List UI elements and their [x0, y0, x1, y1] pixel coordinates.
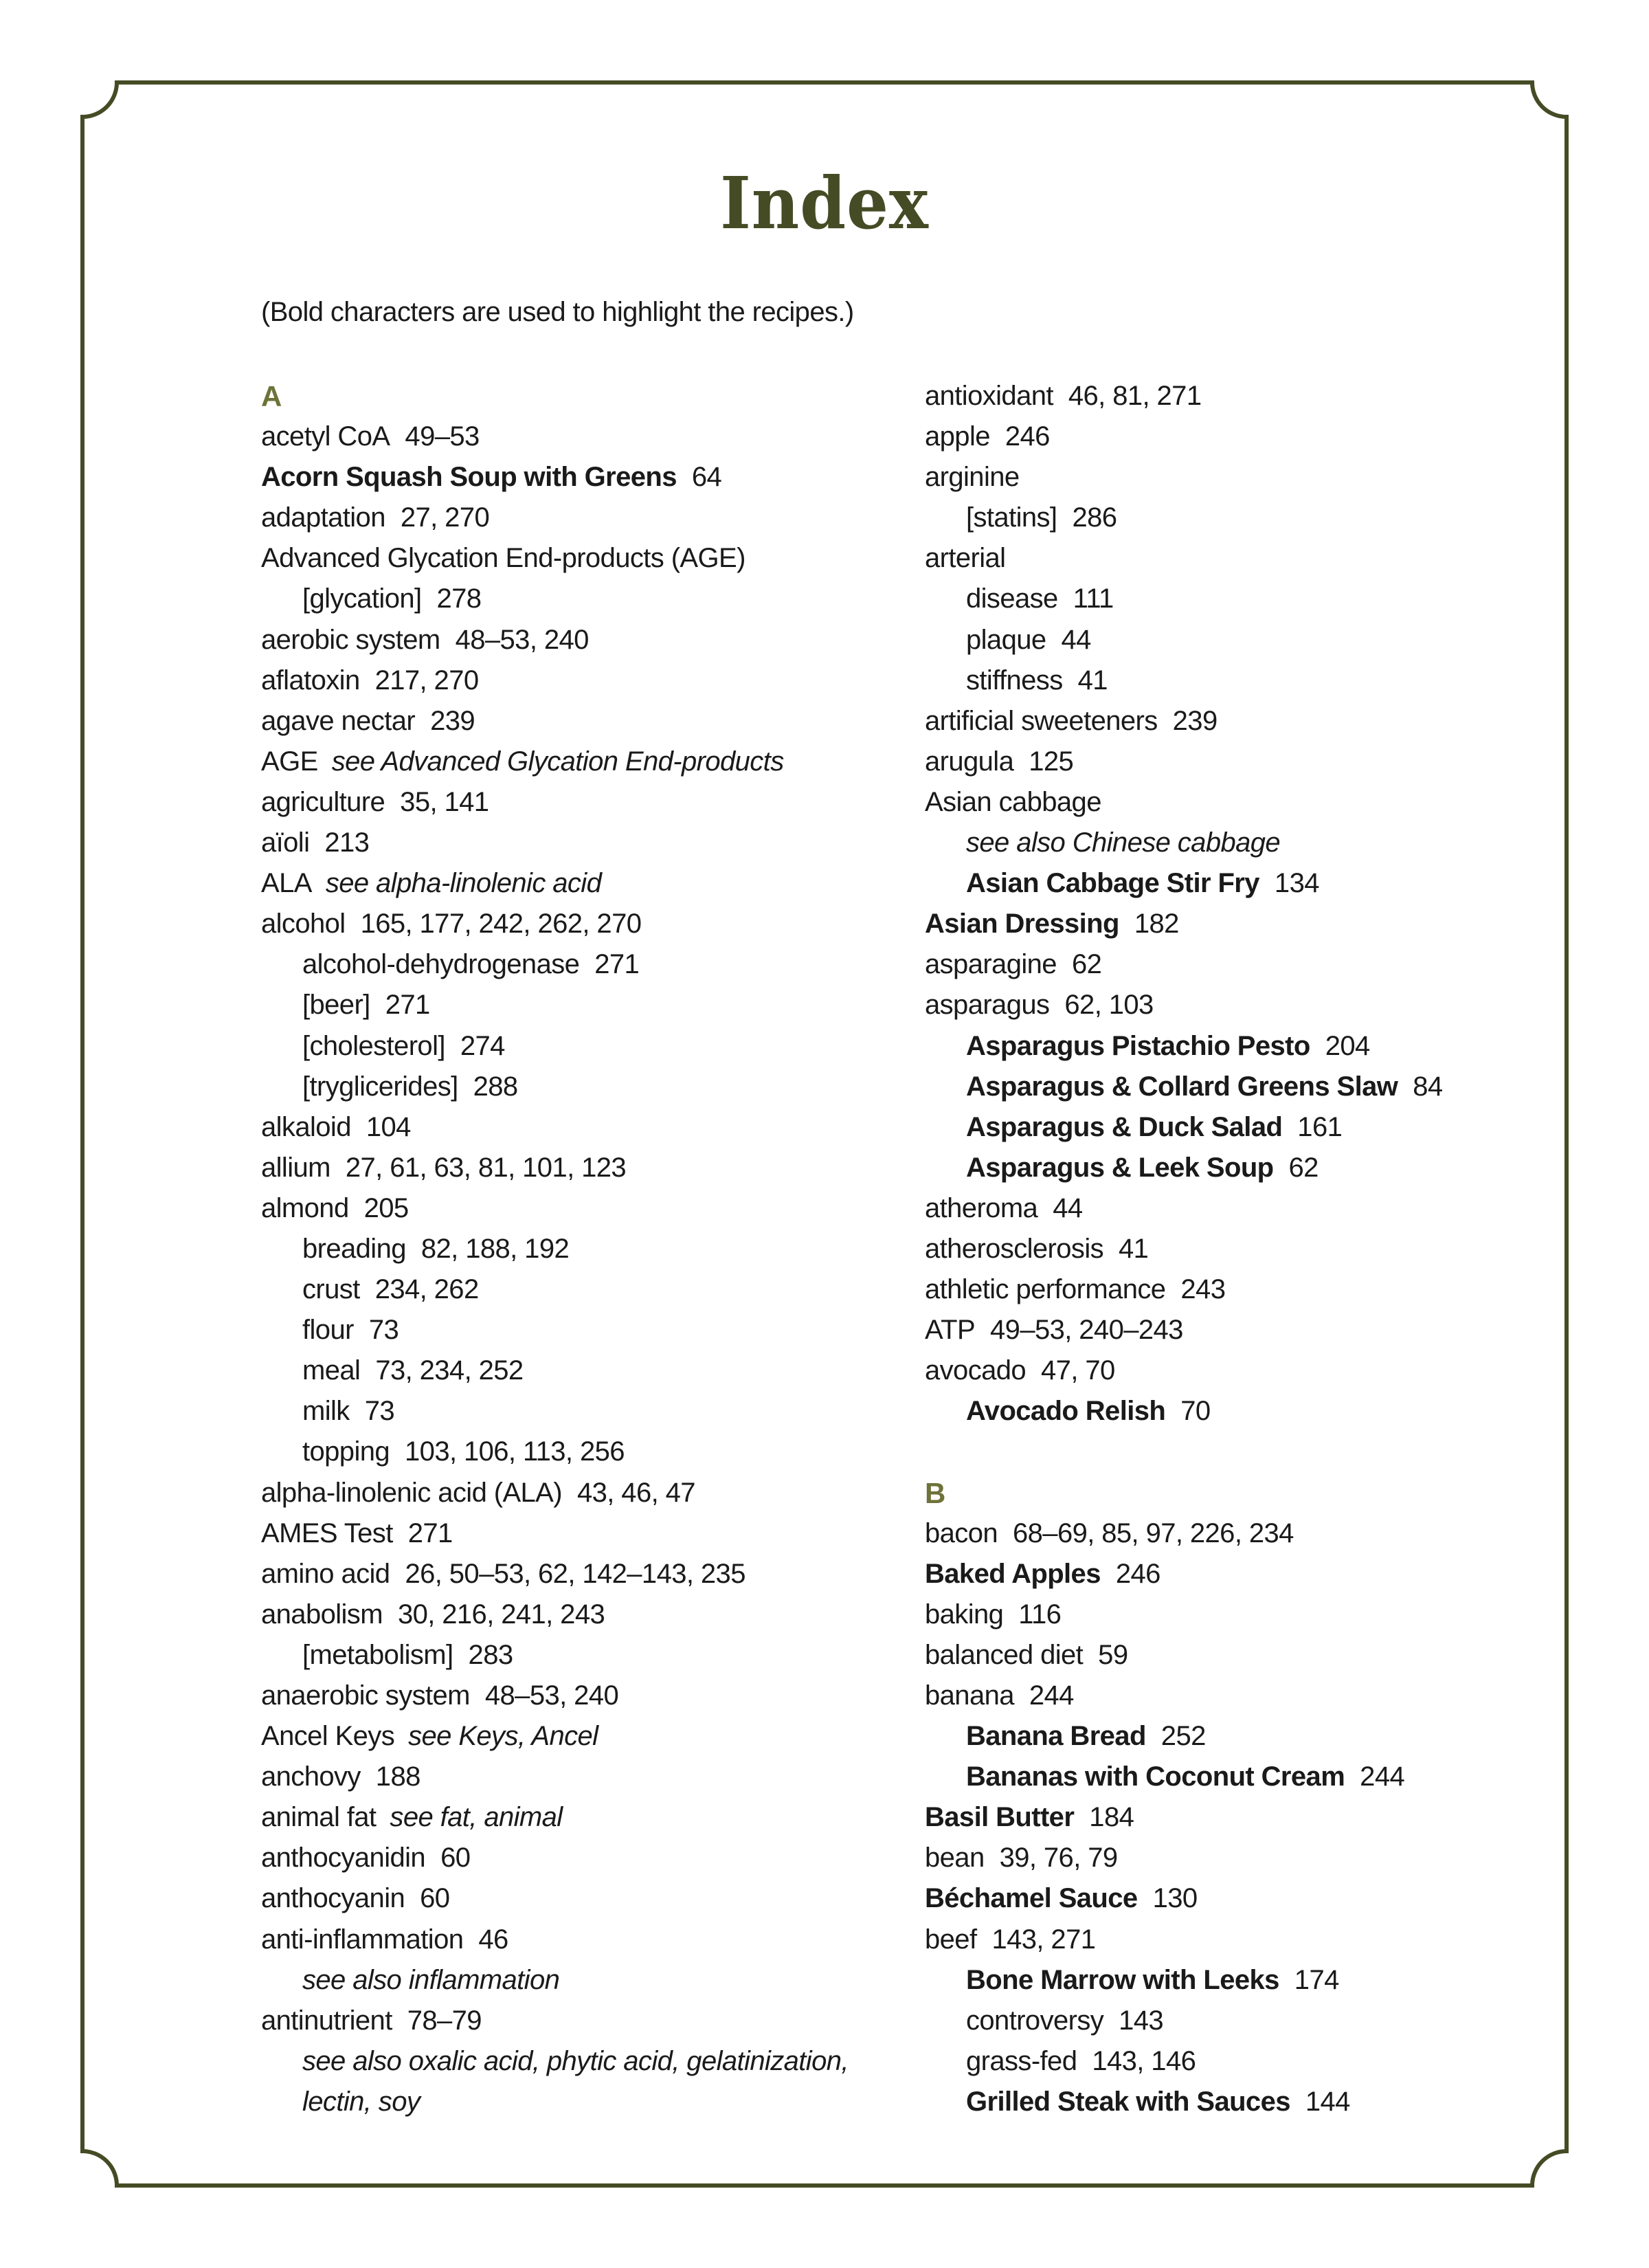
entry-term: arginine: [925, 462, 1020, 493]
entry-pages: 73: [368, 1315, 399, 1346]
entry-term: anchovy: [261, 1761, 361, 1792]
entry-term: Banana Bread: [966, 1721, 1146, 1752]
entry-term: [cholesterol]: [302, 1030, 445, 1061]
entry-pages: 286: [1072, 502, 1117, 533]
index-entry: [925, 620, 1571, 660]
index-entry: [261, 1716, 907, 1757]
index-entry: [261, 1229, 907, 1269]
recipe-entry: [925, 1026, 1571, 1067]
entry-term: Asparagus & Leek Soup: [966, 1152, 1274, 1183]
entry-term: Ancel Keys: [261, 1721, 395, 1752]
entry-term: AGE: [261, 746, 318, 777]
entry-term: anaerobic system: [261, 1680, 470, 1711]
entry-pages: 103, 106, 113, 256: [405, 1436, 625, 1467]
index-entry: [261, 1391, 907, 1432]
entry-term: AMES Test: [261, 1517, 393, 1548]
index-entry: [925, 1676, 1571, 1716]
index-entry: [261, 538, 907, 579]
index-entry: [925, 1229, 1571, 1269]
entry-term: [tryglicerides]: [302, 1071, 458, 1102]
entry-pages: 49–53: [405, 421, 480, 452]
index-entry: [261, 1432, 907, 1472]
entry-term: agriculture: [261, 786, 385, 817]
entry-pages: 182: [1134, 909, 1179, 940]
index-entry: [261, 1269, 907, 1310]
recipe-entry: [925, 904, 1571, 944]
entry-pages: 244: [1029, 1680, 1074, 1711]
entry-term: meal: [302, 1355, 361, 1386]
entry-pages: 48–53, 240: [484, 1680, 619, 1711]
index-entry: [925, 1920, 1571, 1960]
index-column-right: [925, 376, 1571, 2122]
entry-term: anthocyanin: [261, 1883, 405, 1914]
entry-term: aerobic system: [261, 624, 440, 655]
entry-term: agave nectar: [261, 705, 416, 736]
entry-term: apple: [925, 421, 990, 452]
index-entry: [925, 1188, 1571, 1229]
entry-pages: 62: [1288, 1152, 1319, 1183]
index-column-left: [261, 376, 907, 2122]
recipe-entry: [925, 1107, 1571, 1148]
index-entry: [925, 782, 1571, 823]
entry-term: atherosclerosis: [925, 1233, 1104, 1264]
entry-pages: 111: [1073, 583, 1114, 614]
entry-term: Asparagus Pistachio Pesto: [966, 1030, 1310, 1061]
section-letter: [925, 1473, 1571, 1513]
index-entry: [261, 1676, 907, 1716]
entry-pages: 271: [594, 949, 640, 980]
index-entry: [261, 498, 907, 538]
index-entry: [261, 904, 907, 944]
entry-pages: 143: [1119, 2005, 1164, 2036]
entry-pages: 43, 46, 47: [576, 1477, 695, 1508]
index-entry: [261, 742, 907, 782]
entry-pages: 27, 270: [400, 502, 490, 533]
index-entry: [925, 1838, 1571, 1878]
entry-pages: 78–79: [407, 2005, 482, 2036]
recipe-entry: [925, 1797, 1571, 1838]
index-entry: [261, 2001, 907, 2041]
index-entry: [261, 823, 907, 863]
entry-term: anti-inflammation: [261, 1924, 464, 1955]
entry-term: ATP: [925, 1315, 976, 1346]
entry-pages: 27, 61, 63, 81, 101, 123: [345, 1152, 627, 1183]
entry-term: adaptation: [261, 502, 385, 533]
entry-cross-reference: see alpha-linolenic acid: [325, 868, 602, 899]
entry-term: beef: [925, 1924, 977, 1955]
entry-term: alkaloid: [261, 1111, 351, 1142]
entry-pages: 73: [364, 1396, 394, 1427]
entry-term: alcohol-dehydrogenase: [302, 949, 580, 980]
entry-term: Bone Marrow with Leeks: [966, 1964, 1279, 1995]
entry-pages: 47, 70: [1041, 1355, 1115, 1386]
index-entry: [925, 416, 1571, 457]
index-entry: [261, 416, 907, 457]
entry-pages: 271: [407, 1517, 453, 1548]
index-entry: [925, 823, 1571, 863]
entry-pages: 217, 270: [374, 665, 479, 696]
section-letter: [261, 376, 907, 416]
entry-term: anthocyanidin: [261, 1843, 426, 1874]
index-entry: [261, 660, 907, 701]
index-entry: [261, 1350, 907, 1391]
entry-term: [statins]: [966, 502, 1057, 533]
entry-pages: 239: [430, 705, 475, 736]
index-entry: [925, 1635, 1571, 1676]
entry-pages: 271: [385, 990, 430, 1021]
index-entry: [261, 1067, 907, 1107]
entry-term: Basil Butter: [925, 1802, 1075, 1833]
index-entry: [261, 2082, 907, 2122]
recipe-entry: [925, 1554, 1571, 1594]
entry-pages: 26, 50–53, 62, 142–143, 235: [405, 1558, 745, 1589]
index-entry: [925, 579, 1571, 619]
entry-pages: 44: [1053, 1192, 1083, 1223]
entry-term: Asian cabbage: [925, 786, 1101, 817]
entry-term: grass-fed: [966, 2045, 1077, 2076]
entry-term: bacon: [925, 1517, 998, 1548]
entry-term: anabolism: [261, 1599, 383, 1630]
index-entry: [261, 1554, 907, 1594]
entry-term: animal fat: [261, 1802, 377, 1833]
index-entry: [925, 1350, 1571, 1391]
entry-pages: 62, 103: [1064, 990, 1154, 1021]
entry-pages: 64: [691, 462, 722, 493]
index-entry: [261, 579, 907, 619]
entry-term: crust: [302, 1274, 360, 1305]
entry-pages: 60: [440, 1843, 471, 1874]
entry-cross-reference: see fat, animal: [390, 1802, 563, 1833]
index-entry: [261, 1797, 907, 1838]
entry-pages: 46: [478, 1924, 508, 1955]
entry-term: aïoli: [261, 827, 310, 858]
entry-pages: 116: [1018, 1599, 1062, 1630]
entry-pages: 60: [420, 1883, 450, 1914]
entry-pages: 184: [1089, 1802, 1134, 1833]
section-letter-text: B: [925, 1476, 945, 1509]
index-entry: [261, 1107, 907, 1148]
index-entry: [261, 1026, 907, 1067]
recipe-entry: [925, 1391, 1571, 1432]
index-entry: [261, 1757, 907, 1797]
recipe-entry: [925, 1878, 1571, 1919]
entry-term: lectin, soy: [302, 2086, 420, 2117]
entry-term: flour: [302, 1315, 354, 1346]
index-entry: [261, 1920, 907, 1960]
entry-term: breading: [302, 1233, 406, 1264]
entry-term: Asparagus & Collard Greens Slaw: [966, 1071, 1398, 1102]
recipe-entry: [925, 1148, 1571, 1188]
entry-pages: 134: [1274, 868, 1319, 899]
entry-pages: 246: [1005, 421, 1050, 452]
entry-pages: 46, 81, 271: [1068, 381, 1202, 411]
entry-term: topping: [302, 1436, 390, 1467]
entry-term: disease: [966, 583, 1058, 614]
entry-pages: 130: [1152, 1883, 1198, 1914]
entry-term: Bananas with Coconut Cream: [966, 1761, 1345, 1792]
page-title: Index: [720, 161, 929, 245]
entry-term: acetyl CoA: [261, 421, 390, 452]
entry-pages: 252: [1160, 1721, 1206, 1752]
entry-term: arugula: [925, 746, 1014, 777]
recipe-entry: [925, 1716, 1571, 1757]
entry-term: banana: [925, 1680, 1014, 1711]
index-entry: [261, 1838, 907, 1878]
entry-pages: 161: [1297, 1111, 1343, 1142]
entry-term: antioxidant: [925, 381, 1053, 411]
entry-term: Grilled Steak with Sauces: [966, 2086, 1290, 2117]
entry-pages: 41: [1077, 665, 1108, 696]
entry-pages: 30, 216, 241, 243: [397, 1599, 605, 1630]
index-entry: [925, 985, 1571, 1025]
entry-pages: 84: [1413, 1071, 1443, 1102]
entry-term: Asian Cabbage Stir Fry: [966, 868, 1259, 899]
entry-pages: 68–69, 85, 97, 226, 234: [1013, 1517, 1294, 1548]
recipe-entry: [925, 1757, 1571, 1797]
entry-term: antinutrient: [261, 2005, 392, 2036]
index-entry: [261, 1878, 907, 1919]
index-entry: [925, 1513, 1571, 1554]
index-entry: [925, 701, 1571, 742]
entry-term: see also oxalic acid, phytic acid, gelatinization,: [302, 2045, 849, 2076]
index-entry: [925, 457, 1571, 498]
entry-term: bean: [925, 1843, 985, 1874]
section-letter-text: A: [261, 380, 282, 412]
index-entry: [261, 863, 907, 904]
entry-term: avocado: [925, 1355, 1027, 1386]
index-entry: [925, 742, 1571, 782]
entry-term: [beer]: [302, 990, 370, 1021]
section-spacer: [925, 1432, 1571, 1472]
entry-term: balanced diet: [925, 1639, 1084, 1670]
entry-pages: 213: [324, 827, 370, 858]
entry-term: arterial: [925, 543, 1006, 574]
entry-pages: 41: [1119, 1233, 1149, 1264]
entry-term: Baked Apples: [925, 1558, 1101, 1589]
entry-term: Asparagus & Duck Salad: [966, 1111, 1283, 1142]
recipe-entry: [261, 457, 907, 498]
entry-term: athletic performance: [925, 1274, 1166, 1305]
entry-pages: 143, 271: [991, 1924, 1096, 1955]
entry-pages: 234, 262: [374, 1274, 479, 1305]
index-entry: [261, 1594, 907, 1635]
entry-pages: 49–53, 240–243: [990, 1315, 1183, 1346]
index-entry: [261, 1960, 907, 2001]
entry-term: Asian Dressing: [925, 909, 1119, 940]
entry-pages: 204: [1325, 1030, 1370, 1061]
entry-term: see also inflammation: [302, 1964, 560, 1995]
index-entry: [925, 660, 1571, 701]
entry-term: see also Chinese cabbage: [966, 827, 1281, 858]
entry-term: controversy: [966, 2005, 1104, 2036]
entry-pages: 144: [1305, 2086, 1350, 2117]
entry-pages: 243: [1180, 1274, 1226, 1305]
entry-pages: 143, 146: [1092, 2045, 1196, 2076]
recipe-entry: [925, 2082, 1571, 2122]
index-entry: [925, 1594, 1571, 1635]
entry-pages: 48–53, 240: [455, 624, 589, 655]
entry-pages: 104: [366, 1111, 411, 1142]
entry-term: Acorn Squash Soup with Greens: [261, 462, 677, 493]
entry-pages: 205: [363, 1192, 409, 1223]
entry-pages: 62: [1071, 949, 1102, 980]
entry-term: aflatoxin: [261, 665, 360, 696]
entry-pages: 274: [460, 1030, 505, 1061]
entry-term: [metabolism]: [302, 1639, 453, 1670]
entry-term: amino acid: [261, 1558, 390, 1589]
entry-pages: 188: [375, 1761, 420, 1792]
index-entry: [925, 1310, 1571, 1350]
index-entry: [261, 782, 907, 823]
entry-pages: 35, 141: [400, 786, 489, 817]
recipe-entry: [925, 863, 1571, 904]
index-entry: [261, 1148, 907, 1188]
index-entry: [261, 1188, 907, 1229]
index-entry: [261, 1473, 907, 1513]
entry-pages: 283: [468, 1639, 513, 1670]
index-note: (Bold characters are used to highlight the recipes.): [261, 297, 854, 327]
index-entry: [261, 1513, 907, 1554]
entry-pages: 288: [473, 1071, 518, 1102]
entry-pages: 125: [1029, 746, 1074, 777]
entry-term: Béchamel Sauce: [925, 1883, 1138, 1914]
entry-term: stiffness: [966, 665, 1063, 696]
entry-pages: 73, 234, 252: [375, 1355, 524, 1386]
entry-pages: 246: [1115, 1558, 1160, 1589]
entry-pages: 165, 177, 242, 262, 270: [360, 909, 642, 940]
entry-term: Avocado Relish: [966, 1396, 1166, 1427]
index-entry: [261, 2041, 907, 2082]
index-entry: [925, 1269, 1571, 1310]
entry-cross-reference: see Keys, Ancel: [408, 1721, 598, 1752]
entry-term: almond: [261, 1192, 349, 1223]
entry-pages: 44: [1061, 624, 1091, 655]
index-entry: [925, 376, 1571, 416]
index-entry: [261, 701, 907, 742]
entry-term: artificial sweeteners: [925, 705, 1158, 736]
index-entry: [925, 498, 1571, 538]
index-entry: [925, 2001, 1571, 2041]
entry-pages: 239: [1172, 705, 1218, 736]
entry-pages: 59: [1098, 1639, 1128, 1670]
entry-pages: 244: [1360, 1761, 1405, 1792]
entry-term: asparagine: [925, 949, 1057, 980]
entry-cross-reference: see Advanced Glycation End-products: [331, 746, 784, 777]
index-entry: [925, 2041, 1571, 2082]
index-entry: [261, 1635, 907, 1676]
recipe-entry: [925, 1067, 1571, 1107]
index-entry: [261, 620, 907, 660]
entry-term: ALA: [261, 868, 312, 899]
entry-pages: 278: [436, 583, 482, 614]
index-entry: [261, 944, 907, 985]
entry-pages: 70: [1180, 1396, 1211, 1427]
index-entry: [925, 944, 1571, 985]
index-entry: [261, 1310, 907, 1350]
entry-pages: 82, 188, 192: [420, 1233, 570, 1264]
entry-term: milk: [302, 1396, 350, 1427]
index-entry: [925, 538, 1571, 579]
entry-term: allium: [261, 1152, 330, 1183]
entry-term: Advanced Glycation End-products (AGE): [261, 543, 745, 574]
recipe-entry: [925, 1960, 1571, 2001]
entry-pages: 174: [1294, 1964, 1339, 1995]
entry-term: asparagus: [925, 990, 1050, 1021]
entry-term: baking: [925, 1599, 1004, 1630]
entry-term: alcohol: [261, 909, 346, 940]
entry-term: atheroma: [925, 1192, 1038, 1223]
entry-pages: 39, 76, 79: [999, 1843, 1118, 1874]
entry-term: [glycation]: [302, 583, 422, 614]
entry-term: plaque: [966, 624, 1046, 655]
index-entry: [261, 985, 907, 1025]
entry-term: alpha-linolenic acid (ALA): [261, 1477, 562, 1508]
